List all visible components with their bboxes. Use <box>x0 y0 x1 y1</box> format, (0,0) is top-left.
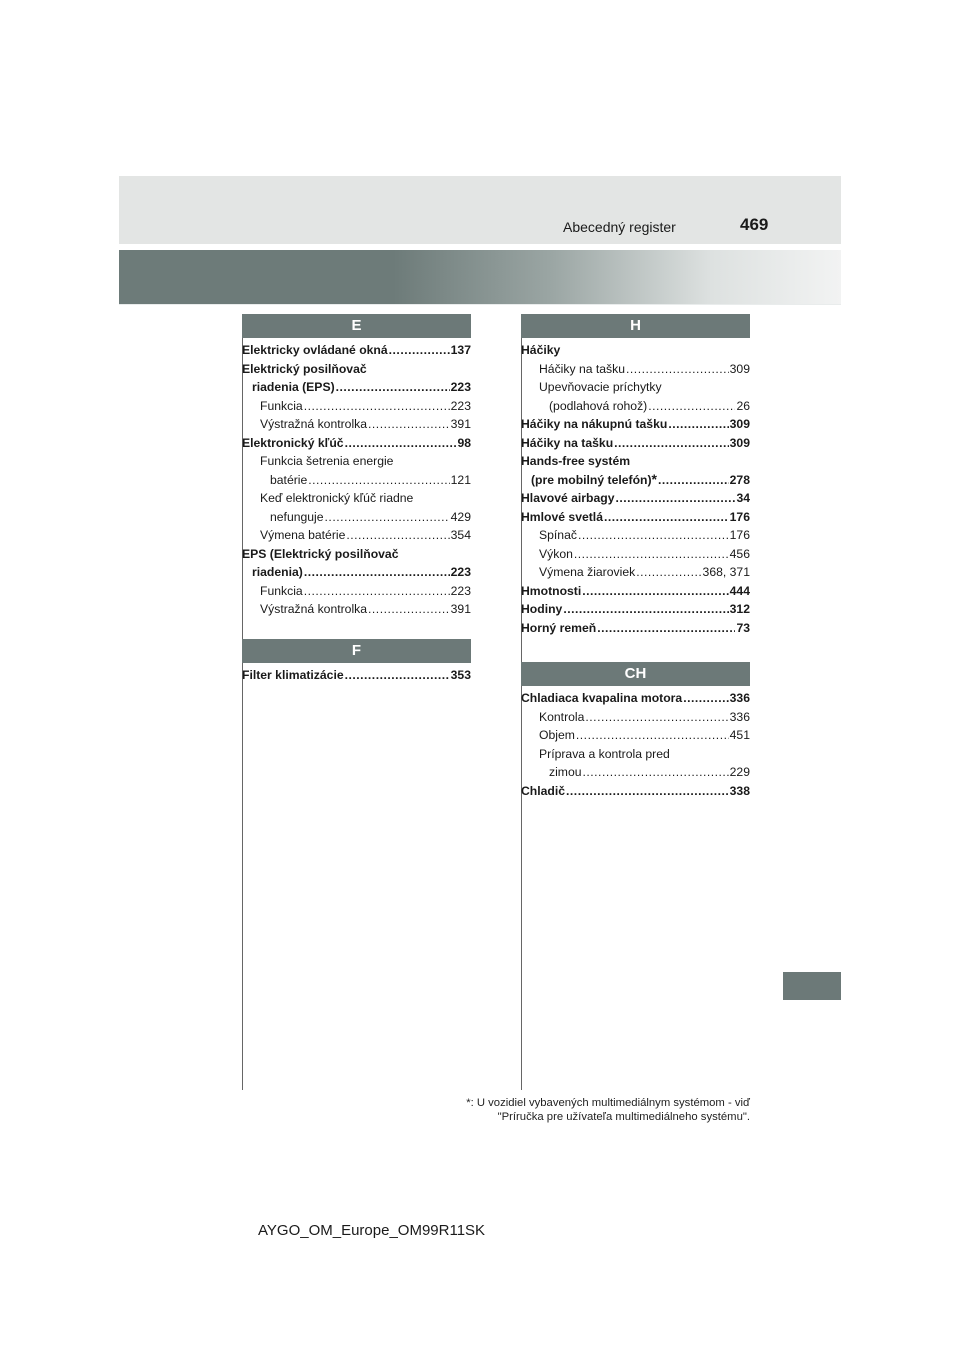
entry-text: (podlahová rohož) <box>549 398 648 413</box>
footnote-line: "Príručka pre užívateľa multimediálneho systému". <box>497 1111 750 1123</box>
index-entry <box>521 619 750 638</box>
page-reference: 73 <box>736 620 750 635</box>
dot-leader <box>658 471 729 490</box>
index-entry <box>242 341 471 360</box>
dot-leader <box>336 378 450 397</box>
page-title: Abecedný register <box>563 219 676 235</box>
entry-text: Háčiky <box>521 343 561 357</box>
page-reference: 391 <box>450 602 471 616</box>
entry-text: Háčiky na nákupnú tašku <box>521 417 668 431</box>
index-entry-list <box>242 663 471 685</box>
index-entry <box>521 452 750 489</box>
entry-line <box>242 434 471 453</box>
dot-leader <box>325 508 450 527</box>
entry-line <box>521 415 750 434</box>
entry-text: Hlavové airbagy <box>521 491 615 505</box>
entry-text: Keď elektronický kľúč riadne <box>260 491 414 505</box>
dot-leader <box>626 360 729 379</box>
index-entry <box>242 582 471 601</box>
index-entry <box>521 526 750 545</box>
dot-leader <box>582 582 728 601</box>
entry-text: Výkon <box>539 546 573 561</box>
index-entry <box>521 545 750 564</box>
dot-leader <box>368 600 450 619</box>
entry-line <box>521 489 750 508</box>
index-entry <box>242 415 471 434</box>
index-entry <box>521 689 750 708</box>
page-reference: 336 <box>729 691 750 705</box>
entry-line <box>521 341 750 360</box>
page-reference: 456 <box>729 546 750 561</box>
index-entry <box>521 600 750 619</box>
page-reference: 309 <box>729 435 750 450</box>
index-entry <box>521 782 750 801</box>
entry-line <box>521 782 750 801</box>
dot-leader <box>576 726 729 745</box>
entry-line <box>521 600 750 619</box>
page-reference: 353 <box>450 667 471 682</box>
entry-text: Spínač <box>539 528 577 542</box>
dot-leader <box>345 666 450 685</box>
entry-line <box>260 508 471 527</box>
dot-leader <box>614 434 729 453</box>
dot-leader <box>648 397 735 416</box>
entry-text: Elektricky ovládané okná <box>242 343 388 357</box>
page-reference: 309 <box>729 361 750 376</box>
page-reference: 309 <box>729 417 750 431</box>
section-letter-header: CH <box>521 662 750 686</box>
entry-line <box>260 526 471 545</box>
section-gap <box>521 637 750 662</box>
page-reference: 26 <box>736 398 750 413</box>
entry-line <box>260 471 471 490</box>
dot-leader <box>578 526 729 545</box>
index-entry-list <box>521 338 750 637</box>
section-tab <box>783 972 841 1000</box>
index-entry <box>521 434 750 453</box>
page-reference: 137 <box>450 343 471 357</box>
entry-text: Háčiky na tašku <box>539 361 626 376</box>
entry-line <box>242 666 471 685</box>
entry-text: Objem <box>539 728 575 742</box>
page-reference: 368, 371 <box>702 565 750 579</box>
index-entry <box>521 415 750 434</box>
entry-text: Výstražná kontrolka <box>260 602 368 616</box>
dot-leader <box>668 415 728 434</box>
index-entry <box>521 745 750 782</box>
section-letter-header: H <box>521 314 750 338</box>
entry-text: Elektrický posilňovač <box>242 361 367 376</box>
entry-text: Háčiky na tašku <box>521 435 614 450</box>
entry-line <box>539 708 750 727</box>
dot-leader <box>304 397 450 416</box>
index-entry <box>242 666 471 685</box>
entry-text: Upevňovacie príchytky <box>539 380 662 394</box>
section-gap <box>242 619 471 639</box>
entry-text: Funkcia <box>260 398 303 413</box>
dot-leader <box>583 763 729 782</box>
entry-text: Hmotnosti <box>521 583 582 598</box>
entry-text: Chladiaca kvapalina motora <box>521 691 683 705</box>
dot-leader <box>566 782 729 801</box>
dot-leader <box>636 563 701 582</box>
dot-leader <box>683 689 728 708</box>
entry-line <box>539 360 750 379</box>
entry-text: nefunguje <box>270 509 324 524</box>
index-entry-list <box>521 686 750 800</box>
entry-line <box>539 397 750 416</box>
dot-leader <box>597 619 735 638</box>
entry-line: (pre mobilný telefón) * ..... 278 <box>521 471 750 490</box>
entry-line <box>539 563 750 582</box>
entry-text: riadenia) <box>252 565 303 579</box>
entry-text: (pre mobilný telefón) <box>531 472 652 487</box>
entry-line <box>260 415 471 434</box>
entry-text: Hmlové svetlá <box>521 509 603 524</box>
entry-text: Príprava a kontrola pred <box>539 746 670 761</box>
page-reference: 354 <box>450 528 471 542</box>
page-reference: 429 <box>450 509 471 524</box>
entry-text: Výmena batérie <box>260 528 346 542</box>
entry-text: Horný remeň <box>521 620 597 635</box>
entry-text: Hands-free systém <box>521 454 631 468</box>
dot-leader <box>563 600 728 619</box>
index-entry <box>242 489 471 526</box>
entry-text: batérie <box>270 472 308 487</box>
entry-line <box>242 378 471 397</box>
entry-text: riadenia (EPS) <box>252 380 335 394</box>
entry-line <box>539 763 750 782</box>
entry-line <box>260 397 471 416</box>
index-entry <box>521 563 750 582</box>
dot-leader <box>604 508 729 527</box>
page-reference: 98 <box>457 435 471 450</box>
index-entry <box>242 545 471 582</box>
document-code: AYGO_OM_Europe_OM99R11SK <box>258 1222 486 1239</box>
footnote <box>420 1096 750 1124</box>
index-entry <box>242 434 471 453</box>
index-entry <box>242 526 471 545</box>
page-reference: 312 <box>729 602 750 616</box>
page-reference: 391 <box>450 417 471 431</box>
page-reference: 338 <box>729 783 750 798</box>
entry-line <box>242 563 471 582</box>
page-reference: 451 <box>729 728 750 742</box>
page-reference: 223 <box>450 398 471 413</box>
dot-leader <box>308 471 449 490</box>
index-entry <box>521 708 750 727</box>
entry-line <box>539 526 750 545</box>
page-reference: 176 <box>729 509 750 524</box>
entry-text: EPS (Elektrický posilňovač <box>242 546 399 561</box>
entry-line <box>539 545 750 564</box>
index-entry <box>521 489 750 508</box>
entry-line <box>521 434 750 453</box>
entry-line <box>521 689 750 708</box>
index-entry <box>521 726 750 745</box>
header-bar <box>119 176 841 244</box>
page-reference: 223 <box>450 380 471 394</box>
index-entry <box>521 378 750 415</box>
dot-leader <box>615 489 735 508</box>
entry-text: Kontrola <box>539 709 585 724</box>
index-entry-list <box>242 338 471 619</box>
dot-leader <box>304 582 450 601</box>
entry-text: Hodiny <box>521 602 563 616</box>
entry-text: Funkcia <box>260 583 303 598</box>
entry-text: Funkcia šetrenia energie <box>260 454 394 468</box>
entry-line <box>260 600 471 619</box>
section-letter-header: E <box>242 314 471 338</box>
entry-line <box>521 508 750 527</box>
dot-leader <box>574 545 729 564</box>
dot-leader <box>345 434 457 453</box>
page-reference: 336 <box>729 709 750 724</box>
entry-text: Výmena žiaroviek <box>539 565 636 579</box>
entry-line <box>539 726 750 745</box>
dot-leader <box>585 708 728 727</box>
section-letter-header: F <box>242 639 471 663</box>
decorative-band <box>119 250 841 304</box>
page-reference: 444 <box>729 583 750 598</box>
page-reference: 121 <box>450 472 471 487</box>
footnote-line: *: U vozidiel vybavených multimediálnym systémom - viď <box>466 1097 750 1109</box>
index-entry <box>521 508 750 527</box>
page-reference: 176 <box>729 528 750 542</box>
page-reference: 223 <box>450 565 471 579</box>
page-reference: 34 <box>736 491 750 505</box>
divider <box>119 304 841 305</box>
dot-leader <box>304 563 450 582</box>
entry-text: Filter klimatizácie <box>242 667 344 682</box>
entry-line <box>260 582 471 601</box>
dot-leader <box>389 341 450 360</box>
index-column-right <box>521 314 750 800</box>
entry-text: Výstražná kontrolka <box>260 417 368 431</box>
entry-text: Chladič <box>521 783 566 798</box>
page-number: 469 <box>740 215 769 234</box>
page-reference: 278 <box>729 472 750 487</box>
index-column-left <box>242 314 471 684</box>
entry-line <box>521 582 750 601</box>
entry-line <box>242 341 471 360</box>
entry-text: Elektronický kľúč <box>242 435 344 450</box>
index-entry <box>521 582 750 601</box>
page-reference: 223 <box>450 583 471 598</box>
index-entry <box>242 452 471 489</box>
index-entry <box>242 397 471 416</box>
index-entry <box>242 600 471 619</box>
dot-leader <box>368 415 450 434</box>
entry-text: zimou <box>549 765 582 779</box>
index-entry <box>521 360 750 379</box>
index-entry <box>242 360 471 397</box>
entry-line <box>521 619 750 638</box>
dot-leader <box>346 526 449 545</box>
index-entry <box>521 341 750 360</box>
page-reference: 229 <box>729 765 750 779</box>
